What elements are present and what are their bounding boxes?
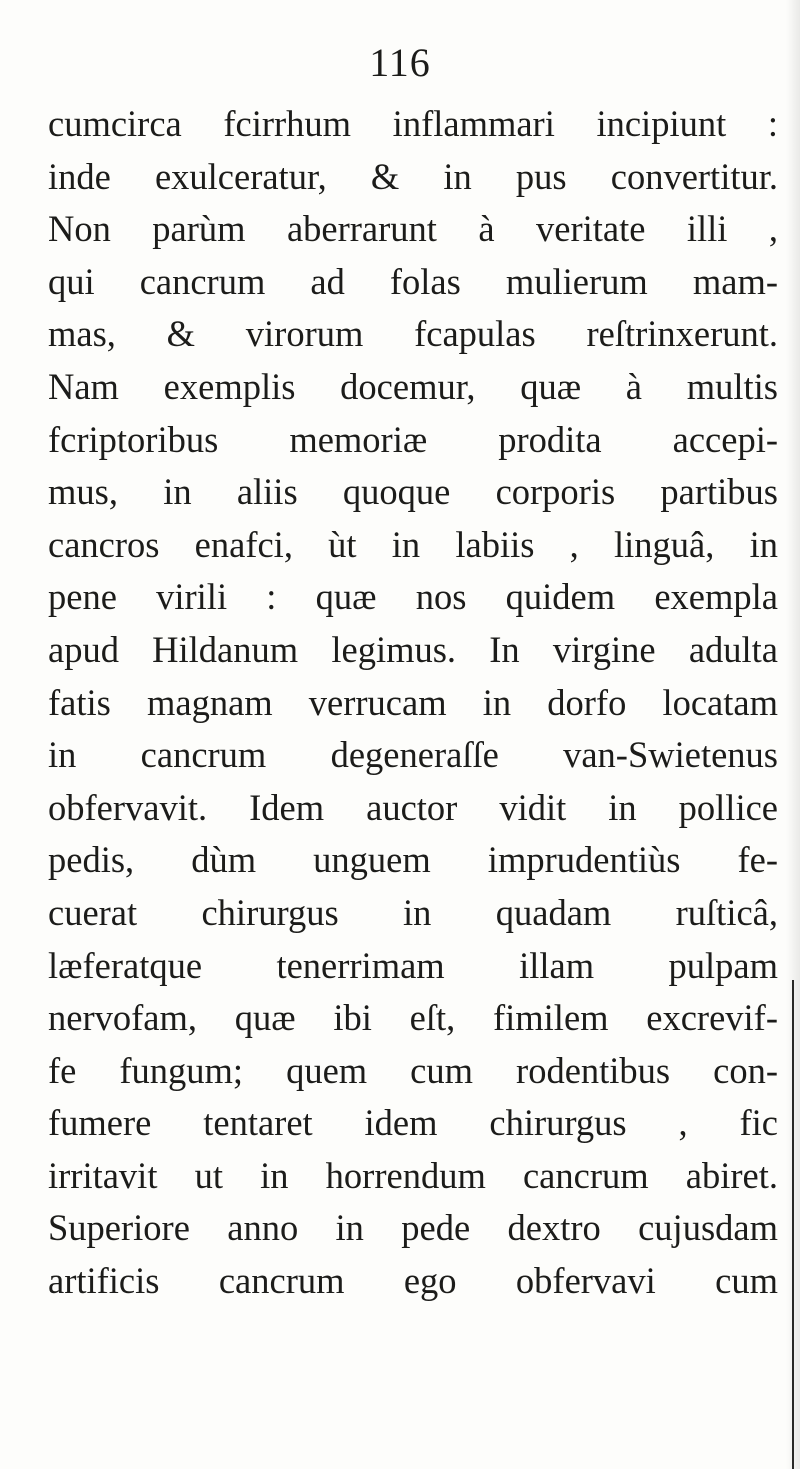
text-line-22: Superiore anno in pede dextro cujusdam — [48, 1207, 778, 1249]
text-line-17: læferatque tenerrimam illam pulpam — [48, 944, 778, 986]
text-line-3: Non parùm aberrarunt à veritate illi , — [48, 208, 778, 250]
text-line-10: pene virili : quæ nos quidem exempla — [48, 576, 778, 618]
text-line-7: fcriptoribus memoriæ prodita accepi- — [48, 418, 778, 460]
text-line-18: nervofam, quæ ibi eſt, fimilem excrevif- — [48, 997, 778, 1039]
page-edge-line — [792, 980, 794, 1469]
text-line-9: cancros enafci, ùt in labiis , linguâ, in — [48, 523, 778, 565]
page-number: 116 — [369, 40, 431, 85]
text-line-19: fe fungum; quem cum rodentibus con- — [48, 1049, 778, 1091]
text-line-21: irritavit ut in horrendum cancrum abiret. — [48, 1154, 778, 1196]
text-line-8: mus, in aliis quoque corporis partibus — [48, 471, 778, 513]
body-text — [48, 98, 778, 1308]
text-line-4: qui cancrum ad folas mulierum mam- — [48, 260, 778, 302]
text-line-12: fatis magnam verrucam in dorfo locatam — [48, 681, 778, 723]
text-line-20: fumere tentaret idem chirurgus , fic — [48, 1102, 778, 1144]
text-line-23: artificis cancrum ego obfervavi cum — [48, 1260, 778, 1302]
text-line-2: inde exulceratur, & in pus convertitur. — [48, 155, 778, 197]
text-line-6: Nam exemplis docemur, quæ à multis — [48, 365, 778, 407]
text-line-1: cumcirca fcirrhum inflammari incipiunt : — [48, 103, 778, 144]
text-line-16: cuerat chirurgus in quadam ruſticâ, — [48, 891, 778, 933]
text-line-5: mas, & virorum fcapulas reſtrinxerunt. — [48, 313, 778, 355]
text-line-11: apud Hildanum legimus. In virgine adulta — [48, 628, 778, 670]
text-line-13: in cancrum degeneraſſe van-Swietenus — [48, 734, 778, 776]
text-line-14: obfervavit. Idem auctor vidit in pollice — [48, 786, 778, 828]
text-line-15: pedis, dùm unguem imprudentiùs fe- — [48, 839, 778, 881]
